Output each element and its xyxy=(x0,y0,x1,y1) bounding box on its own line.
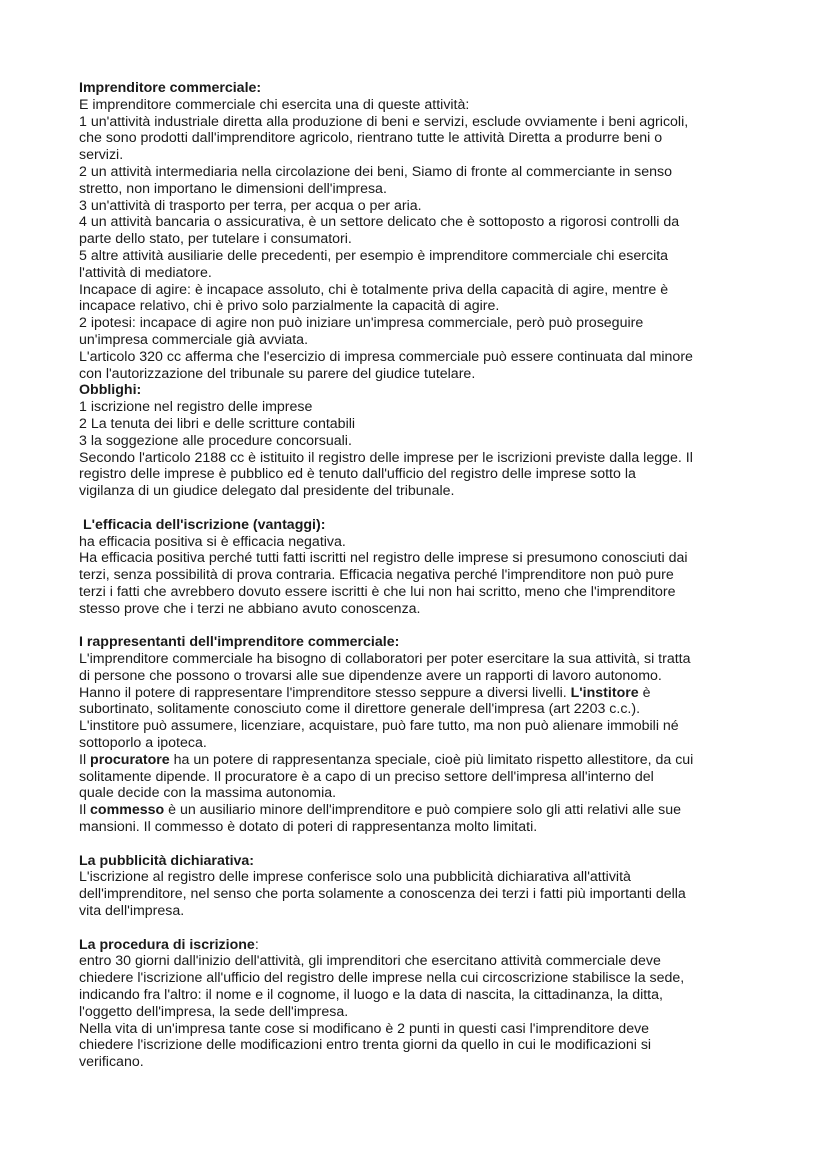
text-line: solitamente dipende. Il procuratore è a capo di un preciso settore dell'impresa all'interno del xyxy=(79,768,654,785)
section-efficacia-iscrizione xyxy=(79,517,769,618)
section-heading: Imprenditore commerciale: xyxy=(79,80,262,96)
paragraph-gap xyxy=(79,920,769,937)
text-line: di persone che possono o trovarsi alle sue dipendenze avere un rapporti di lavoro autonomo. xyxy=(79,667,662,684)
text-line: quale decide con la massima autonomia. xyxy=(79,785,337,802)
text-line: E imprenditore commerciale chi esercita una di queste attività: xyxy=(79,96,470,113)
text-line: Ha efficacia positiva perché tutti fatti iscritti nel registro delle imprese si presumono conosciuti dai xyxy=(79,550,688,567)
text-line: Nella vita di un'impresa tante cose si modificano è 2 punti in questi casi l'imprenditore deve xyxy=(79,1020,650,1037)
text-line: mansioni. Il commesso è dotato di poteri di rappresentanza molto limitati. xyxy=(79,819,538,836)
text-line: chiedere l'iscrizione delle modificazioni entro trenta giorni da quello in cui le modificazioni si xyxy=(79,1037,652,1054)
text-line: vigilanza di un giudice delegato dal presidente del tribunale. xyxy=(79,483,455,500)
text-line xyxy=(79,685,769,702)
text-line: sottoporlo a ipoteca. xyxy=(79,735,207,752)
text-line: subortinato, solitamente conosciuto come il direttore generale dell'impresa (art 2203 c.c.). xyxy=(79,701,641,718)
text-line: 1 un'attività industriale diretta alla produzione di beni e servizi, esclude ovviamente i beni agricoli, xyxy=(79,113,689,130)
section-heading: L'efficacia dell'iscrizione (vantaggi): xyxy=(79,516,326,533)
text-line: L'iscrizione al registro delle imprese conferisce solo una pubblicità dichiarativa all'attività xyxy=(79,869,631,886)
text-line: L'institore può assumere, licenziare, acquistare, può fare tutto, ma non può alienare immobili né xyxy=(79,718,679,735)
text-line: registro delle imprese è pubblico ed è tenuto dall'ufficio del registro delle imprese sotto la xyxy=(79,466,636,483)
text-line: stesso prove che i terzi ne abbiano avuto conoscenza. xyxy=(79,600,421,617)
section-rappresentanti xyxy=(79,634,769,836)
text-segment: è xyxy=(638,684,651,701)
section-heading: Obblighi: xyxy=(79,382,142,399)
paragraph-gap xyxy=(79,618,769,635)
text-line: terzi, senza possibilità di prova contraria. Efficacia negativa perché l'imprenditore non può pure xyxy=(79,567,674,584)
text-segment: è un ausiliario minore dell'imprenditore e può compiere solo gli atti relativi alle sue xyxy=(164,802,682,819)
heading-suffix: : xyxy=(254,936,259,953)
text-line: Incapace di agire: è incapace assoluto, chi è totalmente priva della capacità di agire, mentre è xyxy=(79,281,669,298)
paragraph-gap xyxy=(79,500,769,517)
term-institore: L'institore xyxy=(570,684,639,701)
term-commesso: commesso xyxy=(90,802,165,819)
text-segment: Hanno il potere di rappresentare l'imprenditore stesso seppure a diversi livelli. xyxy=(79,684,571,701)
section-heading: La procedura di iscrizione xyxy=(79,936,255,953)
text-line: L'imprenditore commerciale ha bisogno di collaboratori per poter esercitare la sua attività, si tratta xyxy=(79,651,691,668)
text-line xyxy=(79,802,769,819)
text-line: vita dell'impresa. xyxy=(79,903,185,920)
text-line: 2 La tenuta dei libri e delle scritture contabili xyxy=(79,415,356,432)
text-line: con l'autorizzazione del tribunale su parere del giudice tutelare. xyxy=(79,365,476,382)
text-line: L'articolo 320 cc afferma che l'esercizio di impresa commerciale può essere continuata dal minore xyxy=(79,348,693,365)
text-segment: Il xyxy=(79,751,91,768)
text-line: Secondo l'articolo 2188 cc è istituito il registro delle imprese per le iscrizioni previste dalla legge. Il xyxy=(79,449,693,466)
text-line: 3 la soggezione alle procedure concorsuali. xyxy=(79,432,352,449)
text-line: servizi. xyxy=(79,147,124,164)
text-segment: ha un potere di rappresentanza speciale, cioè più limitato rispetto allestitore, da cui xyxy=(169,751,694,768)
document-page xyxy=(79,80,769,1071)
section-heading: La pubblicità dichiarativa: xyxy=(79,852,255,869)
text-line: incapace relativo, chi è privo solo parzialmente la capacità di agire. xyxy=(79,298,500,315)
text-line: ha efficacia positiva si è efficacia negativa. xyxy=(79,533,346,550)
text-line: 1 iscrizione nel registro delle imprese xyxy=(79,399,313,416)
section-procedura-iscrizione xyxy=(79,937,769,1071)
section-heading: I rappresentanti dell'imprenditore commerciale: xyxy=(79,634,400,651)
text-line: entro 30 giorni dall'inizio dell'attività, gli imprenditori che esercitano attività commerciale deve xyxy=(79,953,661,970)
text-line: terzi i fatti che avrebbero dovuto essere iscritti è che lui non hai scritto, meno che l'imprenditore xyxy=(79,583,676,600)
section-pubblicita-dichiarativa xyxy=(79,853,769,920)
text-line: l'oggetto dell'impresa, la sede dell'impresa. xyxy=(79,1003,349,1020)
text-line: 2 ipotesi: incapace di agire non può iniziare un'impresa commerciale, però può proseguire xyxy=(79,315,644,332)
text-line: dell'imprenditore, nel senso che porta solamente a conoscenza dei terzi i fatti più importanti della xyxy=(79,886,686,903)
section-obblighi xyxy=(79,382,769,500)
text-line: indicando fra l'altro: il nome e il cognome, il luogo e la data di nascita, la cittadinanza, la ditta, xyxy=(79,987,663,1004)
text-line: stretto, non importano le dimensioni dell'impresa. xyxy=(79,180,387,197)
text-line: 5 altre attività ausiliarie delle precedenti, per esempio è imprenditore commerciale chi esercita xyxy=(79,247,669,264)
section-heading-line xyxy=(79,937,769,954)
text-line: che sono prodotti dall'imprenditore agricolo, rientrano tutte le attività Diretta a produrre beni o xyxy=(79,130,663,147)
text-line: parte dello stato, per tutelare i consumatori. xyxy=(79,231,352,248)
text-line: chiedere l'iscrizione all'ufficio del registro delle imprese nella cui circoscrizione stabilisce la sede, xyxy=(79,970,685,987)
section-imprenditore-commerciale xyxy=(79,80,769,382)
text-line: 4 un attività bancaria o assicurativa, è un settore delicato che è sottoposto a rigorosi controlli da xyxy=(79,214,680,231)
text-line: verificano. xyxy=(79,1054,144,1071)
text-line: 3 un'attività di trasporto per terra, per acqua o per aria. xyxy=(79,197,422,214)
text-line: 2 un attività intermediaria nella circolazione dei beni, Siamo di fronte al commerciante in senso xyxy=(79,163,673,180)
text-line: un'impresa commerciale già avviata. xyxy=(79,331,309,348)
text-line xyxy=(79,752,769,769)
paragraph-gap xyxy=(79,836,769,853)
text-line: l'attività di mediatore. xyxy=(79,264,212,281)
term-procuratore: procuratore xyxy=(90,751,170,768)
text-segment: Il xyxy=(79,802,91,819)
